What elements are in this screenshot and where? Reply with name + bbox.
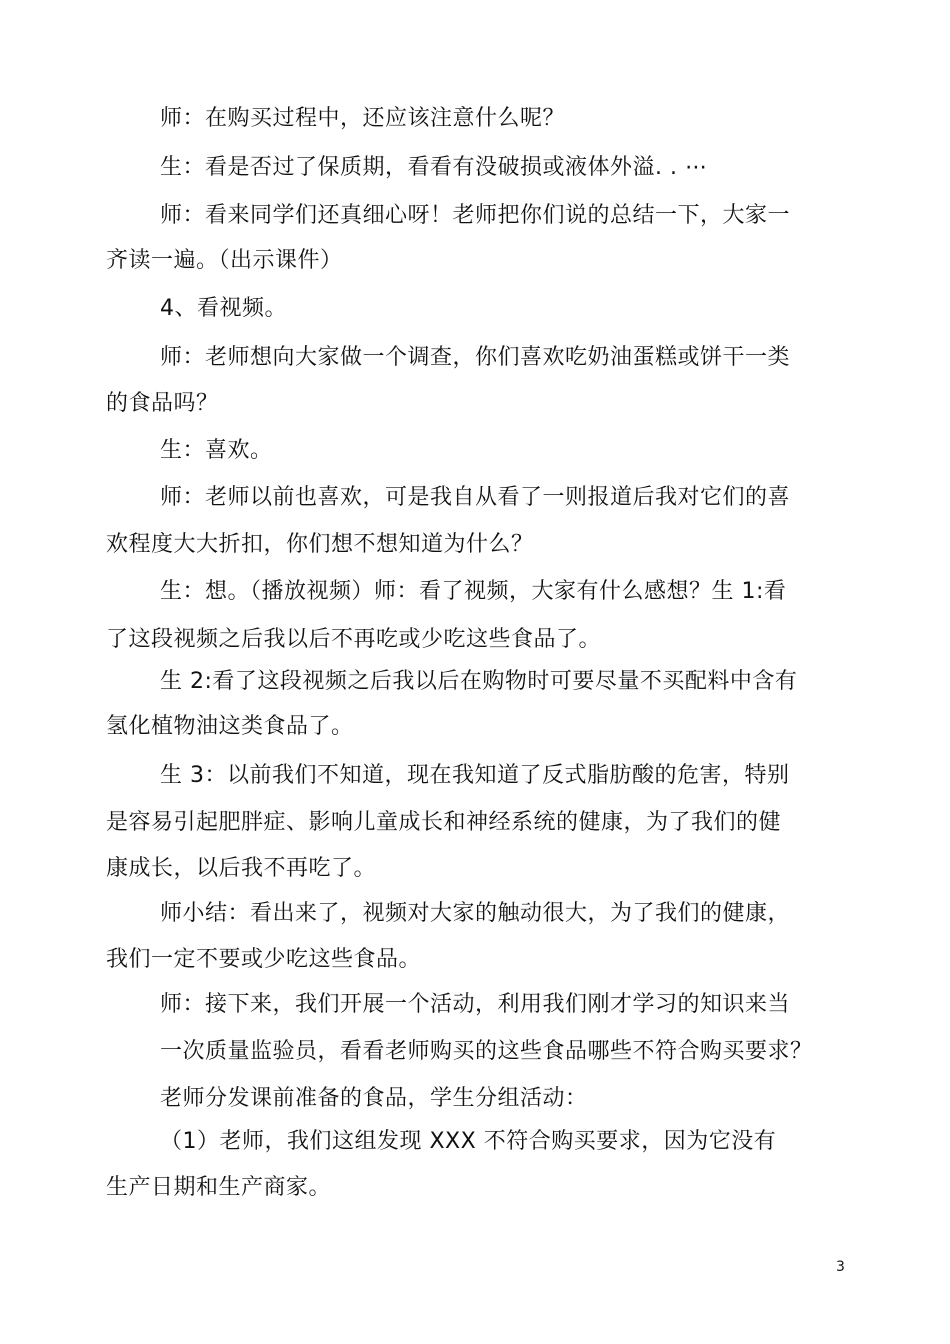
text-line: 生：看是否过了保质期，看看有没破损或液体外溢. . ⋯ xyxy=(160,155,708,180)
page-number: 3 xyxy=(836,1259,845,1275)
text-line: 是容易引起肥胖症、影响儿童成长和神经系统的健康，为了我们的健 xyxy=(106,810,782,835)
text-line: 生：想。（播放视频）师：看了视频，大家有什么感想？生 1:看 xyxy=(160,579,787,604)
section-heading: 4、看视频。 xyxy=(160,296,287,321)
text-line: 生：喜欢。 xyxy=(160,438,273,463)
text-line: 师小结：看出来了，视频对大家的触动很大，为了我们的健康， xyxy=(160,901,791,926)
text-line: 欢程度大大折扣，你们想不想知道为什么？ xyxy=(106,532,534,557)
text-line: 生 2:看了这段视频之后我以后在购物时可要尽量不买配料中含有 xyxy=(160,669,798,694)
text-line: 师：老师想向大家做一个调查，你们喜欢吃奶油蛋糕或饼干一类 xyxy=(160,345,791,370)
text-line: 的食品吗？ xyxy=(106,391,219,416)
text-line: 齐读一遍。（出示课件） xyxy=(106,248,343,273)
text-line: 氢化植物油这类食品了。 xyxy=(106,714,354,739)
text-line: 生产日期和生产商家。 xyxy=(106,1175,332,1200)
text-line: 康成长，以后我不再吃了。 xyxy=(106,856,377,881)
text-line: 了这段视频之后我以后不再吃或少吃这些食品了。 xyxy=(106,627,602,652)
text-line: 一次质量监验员，看看老师购买的这些食品哪些不符合购买要求？ xyxy=(160,1039,813,1064)
text-line: 老师分发课前准备的食品，学生分组活动： xyxy=(160,1086,588,1111)
list-item: （1）老师，我们这组发现 XXX 不符合购买要求，因为它没有 xyxy=(160,1129,777,1154)
text-line: 师：在购买过程中，还应该注意什么呢？ xyxy=(160,106,566,131)
text-line: 我们一定不要或少吃这些食品。 xyxy=(106,947,422,972)
text-line: 师：接下来，我们开展一个活动，利用我们刚才学习的知识来当 xyxy=(160,992,791,1017)
text-line: 师：看来同学们还真细心呀！老师把你们说的总结一下，大家一 xyxy=(160,203,791,228)
text-line: 师：老师以前也喜欢，可是我自从看了一则报道后我对它们的喜 xyxy=(160,485,791,510)
text-line: 生 3：以前我们不知道，现在我知道了反式脂肪酸的危害，特别 xyxy=(160,763,790,788)
